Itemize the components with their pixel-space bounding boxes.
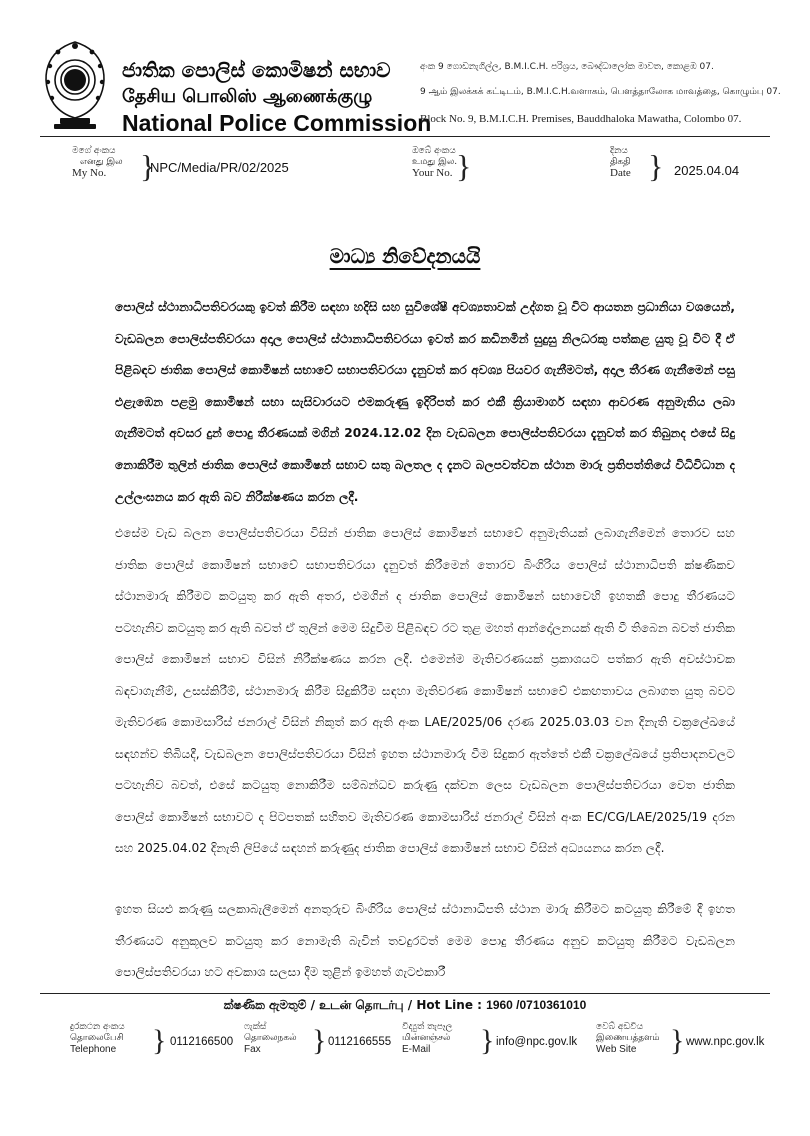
hotline-label: ක්ෂණික ඇමතුම් / உடன் தொடர்பு / Hot Line : — [223, 998, 482, 1012]
date-brace: } — [648, 148, 664, 184]
telephone-brace: } — [152, 1024, 167, 1057]
page-title: මාධ්‍ය නිවේදනයයි — [329, 244, 481, 268]
footer-divider — [40, 993, 770, 994]
email-brace: } — [480, 1024, 495, 1057]
date-label: දිනය திகதி Date — [610, 146, 631, 179]
body-paragraph-1: පොලිස් ස්ථානාධිපතිවරයකු ඉවත් කිරීම සඳහා හදිසි සහ සුවිශේෂී අවශ්‍යතාවක් උද්ගත වූ විට ආයතන ප්‍රධානියා වශයෙන්, වැඩබලන පොලිස්පතිවරයා අදාල පොලිස් ස්ථානාධිපතිවරයා ඉවත් කර කඩිනමින් සුදුසු නිලධරකු පත්කළ යුතු වූ විට දී ඒ පිළිබඳව ජාතික පොලිස් කොමිෂන් සභාවේ සභාපතිවරයා දැනුවත් කර අවශ්‍ය පියවර ගැනීමටත්, අදාල තීරණ ගැනීමෙන් පසු එළැඹෙන පළමු කොමිෂන් සභා සැසිවාරයට එමකරුණු ඉදිරිපත් කර එකී ක්‍රියාමාර්ග සඳහා ආවරණ අනුමැතිය ලබා ගැනීමටත් අවසර දුන් පොදු තීරණයක් මගින් 2024.12.02 දින වැඩබලන පොලිස්පතිවරයා දැනුවත් කර තිබුනද එසේ සිදු නොකිරීම තුලින් ජාතික පොලිස් කොමිෂන් සභාව සතු බලතල ද දැනට බලපවත්වන ස්ථාන මාරු ප්‍රතිපත්තියේ විධිවිධාන ද උල්ලංඝනය කර ඇති බව නිරීක්ෂණය කරන ලදී. — [115, 300, 735, 504]
my-no-value: NPC/Media/PR/02/2025 — [150, 160, 289, 175]
your-no-brace: } — [456, 148, 472, 184]
telephone-value[interactable]: 0112166500 — [170, 1036, 234, 1048]
header-divider — [40, 136, 770, 137]
body-paragraph-2: එසේම වැඩ බලන පොලිස්පතිවරයා විසින් ජාතික පොලිස් කොමිෂන් සභාවේ අනුමැතියක් ලබාගැනීමෙන් තොරව සහ ජාතික පොලිස් කොමිෂන් සභාවේ සභාපතිවරයා දැනුවත් කිරීමෙන් තොරව බිංගිරිය පොලිස් ස්ථානාධිපති ක්ෂණිකව ස්ථානමාරු කිරීමට කටයුතු කර ඇති අතර, එමගින් ද ජාතික පොලිස් කොමිෂන් සභාවෙහි ඉහතකී පොදු තීරණයට පටහැනිව කටයුතු කර ඇති බවත් ඒ තුලින් මෙම සිදුවීම පිළිබඳව රට තුළ මහත් ආන්දෝලනයක් ඇති වී තිබෙන බවත් ජාතික පොලිස් කොමිෂන් සභාව විසින් නිරීක්ෂණය කරන ලදී. එමෙන්ම මැතිවරණයක් ප්‍රකාශයට පත්කර ඇති අවස්ථාවක බඳවාගැනීම්, උසස්කිරීම්, ස්ථානමාරු කිරීම සිදුකිරීම සඳහා මැතිවරණ කොමිෂන් සභාවේ එකඟතාවය ලබාගත යුතු බවට මැතිවරණ කොමසාරිස් ජනරාල් විසින් නිකුත් කර ඇති අංක LAE/2025/06 දරණ 2025.03.03 වන දිනැති චක්‍රලේඛයේ සඳහන්ව තිබියදී, වැඩබලන පොලිස්පතිවරයා විසින් ඉහත ස්ථානමාරු වීම සිදුකර ඇත්තේ එකී චක්‍රලේඛයේ ප්‍රතිපාදනවලට පටහැනිව බවත්, එසේ කටයුතු නොකිරීම සම්බන්ධව කරුණු දක්වන ලෙස වැඩබලන පොලිස්පතිවරයා වෙත ජාතික පොලිස් කොමිෂන් සභාවට ද පිටපතක් සහිතව මැතිවරණ කොමසාරිස් ජනරාල් විසින් අංක EC/CG/LAE/2025/19 දරන සහ 2025.04.02 දිනැති ලිපියේ සඳහන් කරුණුද ජාතික පොලිස් කොමිෂන් සභාව විසින් අධ්‍යයනය කරන ලදී. — [115, 526, 735, 855]
address-english: Block No. 9, B.M.I.C.H. Premises, Bauddhaloka Mawatha, Colombo 07. — [420, 113, 742, 125]
commission-title-sinhala: ජාතික පොලිස් කොමිෂන් සභාව — [122, 58, 391, 82]
telephone-label: දුරකථන අංකය தொலைபேசி Telephone — [70, 1022, 125, 1055]
body-paragraph-3: ඉහත සියළු කරුණු සලකාබැලීමෙන් අනතුරුව බිංගිරිය පොලිස් ස්ථානාධිපති ස්ථාන මාරු කිරීමට කටයුතු කිරීමේ දී ඉහත තීරණයට අනුකූලව කටයුතු කර නොමැති බැවින් තවදුරටත් මෙම පොදු තීරණය අනුව කටයුතු කිරීමට වැඩබලන පොලිස්පතිවරයා හට අවකාශ සලසා දීම තුළින් ඉමහත් ගැටළුකාරී — [115, 902, 735, 979]
fax-brace: } — [312, 1024, 327, 1057]
date-value: 2025.04.04 — [674, 163, 740, 178]
your-no-label: ඔබේ අංකය உமது இல. Your No. — [412, 146, 458, 179]
email-link[interactable]: info@npc.gov.lk — [496, 1036, 578, 1048]
hotline — [0, 998, 810, 1014]
my-no-brace: } — [140, 148, 156, 184]
fax-value: 0112166555 — [328, 1036, 392, 1048]
email-label: විද්‍යුත් තැපෑල மின்னஞ்சல் E-Mail — [402, 1022, 453, 1055]
fax-label: ෆැක්ස් தொலைநகல் Fax — [244, 1022, 297, 1055]
address-tamil: 9 ஆம் இலக்கக் கட்டிடம், B.M.I.C.H.வளாகம், பௌத்தாலோக மாவத்தை, கொழும்பு 07. — [420, 87, 781, 97]
hotline-number: 1960 /0710361010 — [486, 998, 587, 1012]
government-emblem-logo — [38, 38, 112, 132]
commission-title-english: National Police Commission — [122, 110, 432, 136]
my-no-label: මගේ අංකය எனது இல My No. — [72, 146, 123, 179]
commission-title-tamil: தேசிய பொலிஸ் ஆணைக்குழு — [122, 86, 373, 107]
address-sinhala: අංක 9 ගොඩනැගිල්ල, B.M.I.C.H. පරිශ්‍රය, බෞද්ධාලෝක මාවත, කොළඹ 07. — [420, 62, 714, 72]
website-link[interactable]: www.npc.gov.lk — [686, 1036, 765, 1048]
website-brace: } — [670, 1024, 685, 1057]
website-label: වෙබ් අඩවිය இணையத்தளம் Web Site — [596, 1022, 660, 1055]
